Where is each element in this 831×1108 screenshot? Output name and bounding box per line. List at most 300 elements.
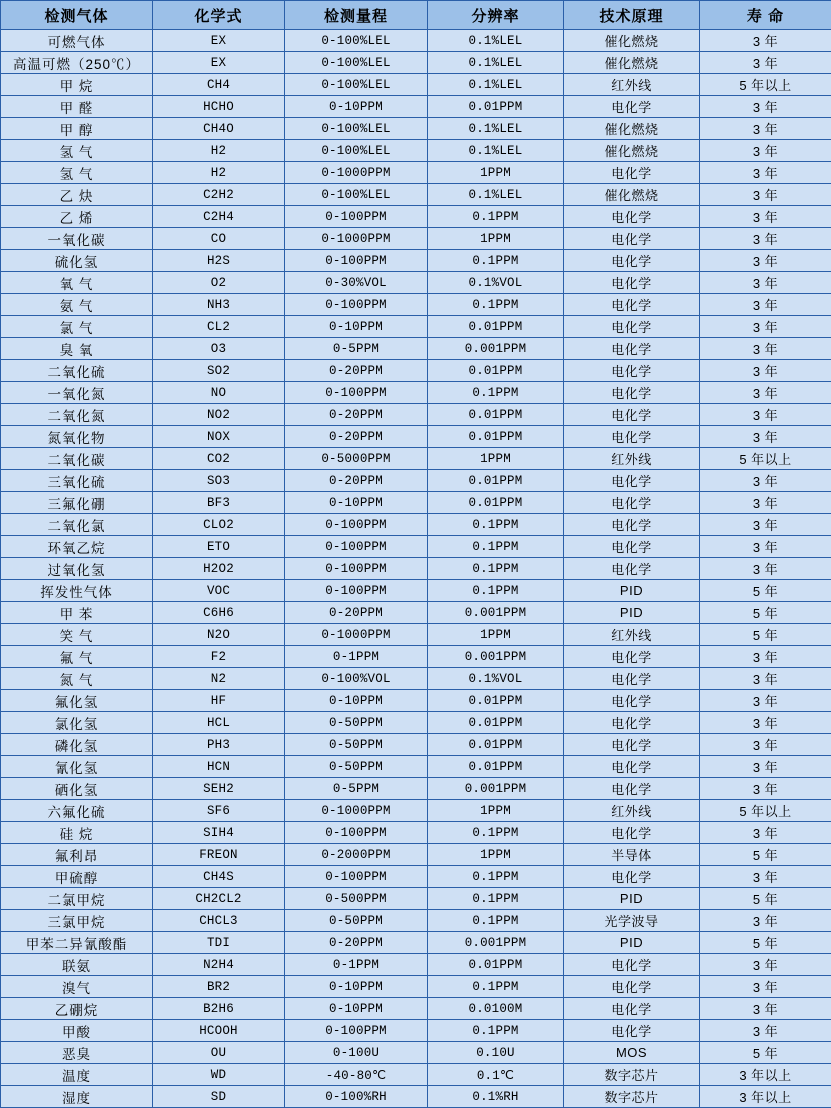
cell-formula: CH4S	[153, 866, 285, 888]
cell-formula: CO	[153, 228, 285, 250]
cell-gas: 温度	[1, 1064, 153, 1086]
table-row	[1, 162, 831, 184]
table-header-row	[1, 1, 831, 30]
cell-range: 0-20PPM	[285, 602, 428, 624]
table-row	[1, 338, 831, 360]
cell-formula: HCL	[153, 712, 285, 734]
cell-principle: 电化学	[564, 382, 700, 404]
cell-principle: 电化学	[564, 294, 700, 316]
table-row	[1, 1086, 831, 1108]
cell-life: 5 年	[700, 580, 831, 602]
cell-formula: O3	[153, 338, 285, 360]
cell-principle: 电化学	[564, 976, 700, 998]
cell-principle: 电化学	[564, 822, 700, 844]
cell-principle: 电化学	[564, 998, 700, 1020]
cell-life: 3 年	[700, 30, 831, 52]
cell-resolution: 0.01PPM	[428, 756, 564, 778]
cell-gas: 甲 醇	[1, 118, 153, 140]
cell-range: 0-1000PPM	[285, 800, 428, 822]
cell-principle: 红外线	[564, 800, 700, 822]
cell-formula: N2H4	[153, 954, 285, 976]
cell-life: 3 年	[700, 756, 831, 778]
cell-principle: 催化燃烧	[564, 184, 700, 206]
cell-gas: 三氟化硼	[1, 492, 153, 514]
cell-life: 3 年	[700, 118, 831, 140]
cell-gas: 氢 气	[1, 140, 153, 162]
cell-gas: 氮氧化物	[1, 426, 153, 448]
cell-range: 0-5PPM	[285, 338, 428, 360]
cell-formula: CO2	[153, 448, 285, 470]
cell-formula: ETO	[153, 536, 285, 558]
cell-principle: 电化学	[564, 404, 700, 426]
cell-formula: NOX	[153, 426, 285, 448]
cell-range: 0-500PPM	[285, 888, 428, 910]
cell-formula: HCOOH	[153, 1020, 285, 1042]
cell-life: 3 年	[700, 272, 831, 294]
cell-life: 3 年	[700, 514, 831, 536]
cell-range: 0-50PPM	[285, 910, 428, 932]
table-row	[1, 646, 831, 668]
table-row	[1, 250, 831, 272]
cell-gas: 溴气	[1, 976, 153, 998]
cell-range: 0-20PPM	[285, 360, 428, 382]
cell-gas: 臭 氧	[1, 338, 153, 360]
cell-life: 3 年	[700, 162, 831, 184]
cell-range: 0-100%LEL	[285, 74, 428, 96]
cell-principle: 电化学	[564, 712, 700, 734]
cell-life: 3 年	[700, 998, 831, 1020]
table-row	[1, 558, 831, 580]
cell-life: 5 年	[700, 624, 831, 646]
cell-formula: EX	[153, 30, 285, 52]
cell-resolution: 0.1PPM	[428, 866, 564, 888]
table-row	[1, 536, 831, 558]
cell-principle: 半导体	[564, 844, 700, 866]
cell-range: 0-100%LEL	[285, 118, 428, 140]
cell-formula: B2H6	[153, 998, 285, 1020]
cell-resolution: 0.01PPM	[428, 712, 564, 734]
cell-range: 0-10PPM	[285, 690, 428, 712]
cell-gas: 环氧乙烷	[1, 536, 153, 558]
cell-formula: SO3	[153, 470, 285, 492]
cell-life: 3 年	[700, 52, 831, 74]
cell-gas: 联氨	[1, 954, 153, 976]
cell-formula: O2	[153, 272, 285, 294]
cell-gas: 硒化氢	[1, 778, 153, 800]
cell-principle: 电化学	[564, 272, 700, 294]
cell-principle: 电化学	[564, 206, 700, 228]
cell-principle: 红外线	[564, 448, 700, 470]
cell-gas: 氟利昂	[1, 844, 153, 866]
cell-life: 3 年	[700, 96, 831, 118]
cell-gas: 甲 醛	[1, 96, 153, 118]
cell-life: 3 年	[700, 712, 831, 734]
cell-life: 3 年	[700, 338, 831, 360]
cell-formula: N2O	[153, 624, 285, 646]
cell-resolution: 0.01PPM	[428, 316, 564, 338]
cell-formula: SEH2	[153, 778, 285, 800]
cell-life: 3 年	[700, 206, 831, 228]
cell-resolution: 0.1%LEL	[428, 140, 564, 162]
cell-range: 0-10PPM	[285, 998, 428, 1020]
cell-resolution: 0.1%LEL	[428, 30, 564, 52]
cell-principle: 电化学	[564, 734, 700, 756]
cell-range: 0-20PPM	[285, 404, 428, 426]
cell-principle: 电化学	[564, 536, 700, 558]
cell-formula: SD	[153, 1086, 285, 1108]
cell-formula: CH4O	[153, 118, 285, 140]
cell-resolution: 0.1%VOL	[428, 668, 564, 690]
cell-range: 0-50PPM	[285, 734, 428, 756]
cell-life: 3 年	[700, 492, 831, 514]
cell-range: 0-10PPM	[285, 96, 428, 118]
table-row	[1, 690, 831, 712]
cell-life: 5 年	[700, 602, 831, 624]
cell-life: 3 年	[700, 426, 831, 448]
cell-resolution: 0.01PPM	[428, 734, 564, 756]
cell-formula: HCN	[153, 756, 285, 778]
cell-life: 3 年以上	[700, 1064, 831, 1086]
cell-gas: 甲 苯	[1, 602, 153, 624]
cell-gas: 三氯甲烷	[1, 910, 153, 932]
table-row	[1, 228, 831, 250]
cell-gas: 氰化氢	[1, 756, 153, 778]
cell-formula: TDI	[153, 932, 285, 954]
cell-formula: C6H6	[153, 602, 285, 624]
cell-range: 0-1000PPM	[285, 228, 428, 250]
cell-life: 3 年	[700, 228, 831, 250]
cell-life: 3 年	[700, 910, 831, 932]
cell-gas: 一氧化碳	[1, 228, 153, 250]
cell-range: 0-2000PPM	[285, 844, 428, 866]
cell-principle: PID	[564, 602, 700, 624]
cell-formula: HCHO	[153, 96, 285, 118]
cell-life: 5 年以上	[700, 800, 831, 822]
table-row	[1, 492, 831, 514]
cell-principle: 数字芯片	[564, 1064, 700, 1086]
cell-formula: CLO2	[153, 514, 285, 536]
cell-resolution: 1PPM	[428, 624, 564, 646]
cell-principle: 电化学	[564, 690, 700, 712]
cell-principle: MOS	[564, 1042, 700, 1064]
table-row	[1, 1020, 831, 1042]
cell-gas: 氟化氢	[1, 690, 153, 712]
table-row	[1, 624, 831, 646]
cell-gas: 甲苯二异氰酸酯	[1, 932, 153, 954]
cell-range: 0-100PPM	[285, 580, 428, 602]
table-row	[1, 822, 831, 844]
cell-formula: VOC	[153, 580, 285, 602]
cell-range: 0-100%LEL	[285, 30, 428, 52]
cell-principle: 数字芯片	[564, 1086, 700, 1108]
cell-range: 0-100PPM	[285, 514, 428, 536]
table-row	[1, 1042, 831, 1064]
cell-gas: 恶臭	[1, 1042, 153, 1064]
cell-range: 0-100PPM	[285, 294, 428, 316]
cell-range: 0-100%VOL	[285, 668, 428, 690]
cell-principle: 电化学	[564, 426, 700, 448]
cell-life: 3 年	[700, 646, 831, 668]
cell-range: 0-20PPM	[285, 932, 428, 954]
cell-resolution: 0.1℃	[428, 1064, 564, 1086]
column-header-formula: 化学式	[153, 1, 285, 30]
column-header-resolution: 分辨率	[428, 1, 564, 30]
cell-gas: 硅 烷	[1, 822, 153, 844]
cell-formula: C2H4	[153, 206, 285, 228]
cell-resolution: 0.01PPM	[428, 426, 564, 448]
cell-life: 3 年	[700, 558, 831, 580]
cell-principle: 电化学	[564, 558, 700, 580]
cell-gas: 一氧化氮	[1, 382, 153, 404]
cell-range: 0-10PPM	[285, 976, 428, 998]
cell-resolution: 0.001PPM	[428, 338, 564, 360]
table-row	[1, 602, 831, 624]
table-row	[1, 888, 831, 910]
cell-resolution: 0.01PPM	[428, 470, 564, 492]
cell-range: 0-100PPM	[285, 1020, 428, 1042]
cell-resolution: 1PPM	[428, 844, 564, 866]
cell-life: 3 年	[700, 184, 831, 206]
cell-formula: N2	[153, 668, 285, 690]
column-header-range: 检测量程	[285, 1, 428, 30]
cell-gas: 六氟化硫	[1, 800, 153, 822]
cell-life: 3 年	[700, 294, 831, 316]
cell-resolution: 1PPM	[428, 800, 564, 822]
cell-resolution: 0.01PPM	[428, 492, 564, 514]
cell-gas: 磷化氢	[1, 734, 153, 756]
cell-gas: 氯 气	[1, 316, 153, 338]
cell-principle: 红外线	[564, 74, 700, 96]
cell-gas: 二氯甲烷	[1, 888, 153, 910]
table-row	[1, 96, 831, 118]
cell-range: 0-50PPM	[285, 756, 428, 778]
cell-resolution: 0.01PPM	[428, 96, 564, 118]
cell-life: 3 年	[700, 866, 831, 888]
cell-range: 0-100PPM	[285, 558, 428, 580]
cell-resolution: 0.1PPM	[428, 206, 564, 228]
cell-range: 0-100PPM	[285, 866, 428, 888]
table-row	[1, 382, 831, 404]
cell-resolution: 0.1PPM	[428, 888, 564, 910]
cell-resolution: 0.1%LEL	[428, 118, 564, 140]
table-body	[1, 30, 831, 1108]
table-row	[1, 734, 831, 756]
cell-formula: H2	[153, 162, 285, 184]
cell-resolution: 0.001PPM	[428, 932, 564, 954]
cell-formula: SIH4	[153, 822, 285, 844]
cell-principle: 电化学	[564, 162, 700, 184]
cell-resolution: 0.0100M	[428, 998, 564, 1020]
cell-gas: 甲 烷	[1, 74, 153, 96]
cell-gas: 乙 烯	[1, 206, 153, 228]
cell-gas: 二氧化氮	[1, 404, 153, 426]
cell-resolution: 1PPM	[428, 448, 564, 470]
table-row	[1, 140, 831, 162]
table-row	[1, 74, 831, 96]
cell-formula: BR2	[153, 976, 285, 998]
cell-resolution: 0.1%LEL	[428, 52, 564, 74]
table-row	[1, 52, 831, 74]
table-row	[1, 470, 831, 492]
table-row	[1, 844, 831, 866]
cell-resolution: 0.001PPM	[428, 778, 564, 800]
cell-principle: 催化燃烧	[564, 140, 700, 162]
cell-formula: HF	[153, 690, 285, 712]
cell-life: 3 年	[700, 778, 831, 800]
cell-principle: 催化燃烧	[564, 118, 700, 140]
table-row	[1, 426, 831, 448]
column-header-principle: 技术原理	[564, 1, 700, 30]
cell-range: 0-10PPM	[285, 316, 428, 338]
cell-resolution: 0.1PPM	[428, 910, 564, 932]
table-row	[1, 800, 831, 822]
cell-range: 0-10PPM	[285, 492, 428, 514]
cell-resolution: 0.1%LEL	[428, 74, 564, 96]
cell-range: 0-20PPM	[285, 426, 428, 448]
cell-formula: EX	[153, 52, 285, 74]
cell-gas: 笑 气	[1, 624, 153, 646]
cell-resolution: 0.1%RH	[428, 1086, 564, 1108]
table-row	[1, 668, 831, 690]
cell-formula: SO2	[153, 360, 285, 382]
cell-principle: 电化学	[564, 514, 700, 536]
cell-range: 0-100%LEL	[285, 184, 428, 206]
cell-range: 0-5000PPM	[285, 448, 428, 470]
cell-life: 3 年	[700, 382, 831, 404]
table-row	[1, 712, 831, 734]
cell-life: 3 年	[700, 360, 831, 382]
cell-resolution: 0.1PPM	[428, 294, 564, 316]
cell-resolution: 0.1PPM	[428, 822, 564, 844]
cell-resolution: 0.01PPM	[428, 690, 564, 712]
cell-resolution: 0.001PPM	[428, 646, 564, 668]
cell-range: 0-5PPM	[285, 778, 428, 800]
cell-formula: OU	[153, 1042, 285, 1064]
cell-life: 5 年以上	[700, 74, 831, 96]
cell-life: 3 年	[700, 536, 831, 558]
table-row	[1, 206, 831, 228]
cell-formula: H2	[153, 140, 285, 162]
cell-range: 0-1000PPM	[285, 624, 428, 646]
column-header-life: 寿 命	[700, 1, 831, 30]
cell-gas: 氢 气	[1, 162, 153, 184]
cell-formula: CH4	[153, 74, 285, 96]
cell-principle: 电化学	[564, 492, 700, 514]
cell-range: 0-100%LEL	[285, 140, 428, 162]
cell-formula: H2S	[153, 250, 285, 272]
cell-formula: BF3	[153, 492, 285, 514]
cell-formula: PH3	[153, 734, 285, 756]
column-header-gas: 检测气体	[1, 1, 153, 30]
cell-range: 0-100%LEL	[285, 52, 428, 74]
cell-life: 5 年	[700, 932, 831, 954]
cell-gas: 挥发性气体	[1, 580, 153, 602]
cell-formula: NO	[153, 382, 285, 404]
cell-principle: 电化学	[564, 316, 700, 338]
table-row	[1, 778, 831, 800]
cell-gas: 硫化氢	[1, 250, 153, 272]
cell-resolution: 0.1PPM	[428, 536, 564, 558]
cell-gas: 氮 气	[1, 668, 153, 690]
cell-gas: 甲酸	[1, 1020, 153, 1042]
cell-life: 5 年	[700, 844, 831, 866]
cell-resolution: 0.10U	[428, 1042, 564, 1064]
cell-life: 5 年	[700, 888, 831, 910]
cell-formula: NH3	[153, 294, 285, 316]
table-row	[1, 272, 831, 294]
cell-range: -40-80℃	[285, 1064, 428, 1086]
table-row	[1, 998, 831, 1020]
table-row	[1, 910, 831, 932]
cell-resolution: 0.1PPM	[428, 1020, 564, 1042]
table-row	[1, 30, 831, 52]
table-row	[1, 932, 831, 954]
cell-resolution: 0.1PPM	[428, 558, 564, 580]
table-row	[1, 448, 831, 470]
cell-range: 0-1PPM	[285, 954, 428, 976]
cell-gas: 湿度	[1, 1086, 153, 1108]
cell-range: 0-100PPM	[285, 382, 428, 404]
cell-range: 0-100PPM	[285, 206, 428, 228]
table-row	[1, 294, 831, 316]
cell-range: 0-50PPM	[285, 712, 428, 734]
cell-principle: 电化学	[564, 954, 700, 976]
cell-gas: 乙 炔	[1, 184, 153, 206]
table-row	[1, 404, 831, 426]
table-row	[1, 118, 831, 140]
cell-life: 3 年	[700, 316, 831, 338]
cell-life: 3 年	[700, 140, 831, 162]
cell-formula: WD	[153, 1064, 285, 1086]
cell-gas: 三氧化硫	[1, 470, 153, 492]
table-row	[1, 184, 831, 206]
cell-resolution: 0.01PPM	[428, 954, 564, 976]
cell-range: 0-100PPM	[285, 536, 428, 558]
cell-life: 3 年	[700, 954, 831, 976]
table-row	[1, 580, 831, 602]
cell-principle: 电化学	[564, 250, 700, 272]
cell-gas: 乙硼烷	[1, 998, 153, 1020]
cell-gas: 二氧化硫	[1, 360, 153, 382]
cell-principle: PID	[564, 932, 700, 954]
cell-life: 5 年	[700, 1042, 831, 1064]
cell-range: 0-100%RH	[285, 1086, 428, 1108]
cell-principle: 光学波导	[564, 910, 700, 932]
cell-gas: 可燃气体	[1, 30, 153, 52]
cell-resolution: 0.001PPM	[428, 602, 564, 624]
cell-principle: 催化燃烧	[564, 30, 700, 52]
cell-principle: 电化学	[564, 470, 700, 492]
cell-life: 3 年	[700, 690, 831, 712]
cell-principle: 电化学	[564, 228, 700, 250]
cell-life: 3 年	[700, 470, 831, 492]
cell-life: 3 年	[700, 1020, 831, 1042]
cell-resolution: 0.1%LEL	[428, 184, 564, 206]
cell-gas: 氨 气	[1, 294, 153, 316]
cell-gas: 甲硫醇	[1, 866, 153, 888]
cell-principle: 电化学	[564, 756, 700, 778]
cell-life: 3 年	[700, 404, 831, 426]
cell-formula: NO2	[153, 404, 285, 426]
cell-range: 0-1PPM	[285, 646, 428, 668]
cell-resolution: 0.1PPM	[428, 976, 564, 998]
table-row	[1, 756, 831, 778]
cell-resolution: 0.1PPM	[428, 580, 564, 602]
cell-formula: CH2CL2	[153, 888, 285, 910]
cell-range: 0-1000PPM	[285, 162, 428, 184]
cell-principle: 电化学	[564, 96, 700, 118]
table-row	[1, 514, 831, 536]
